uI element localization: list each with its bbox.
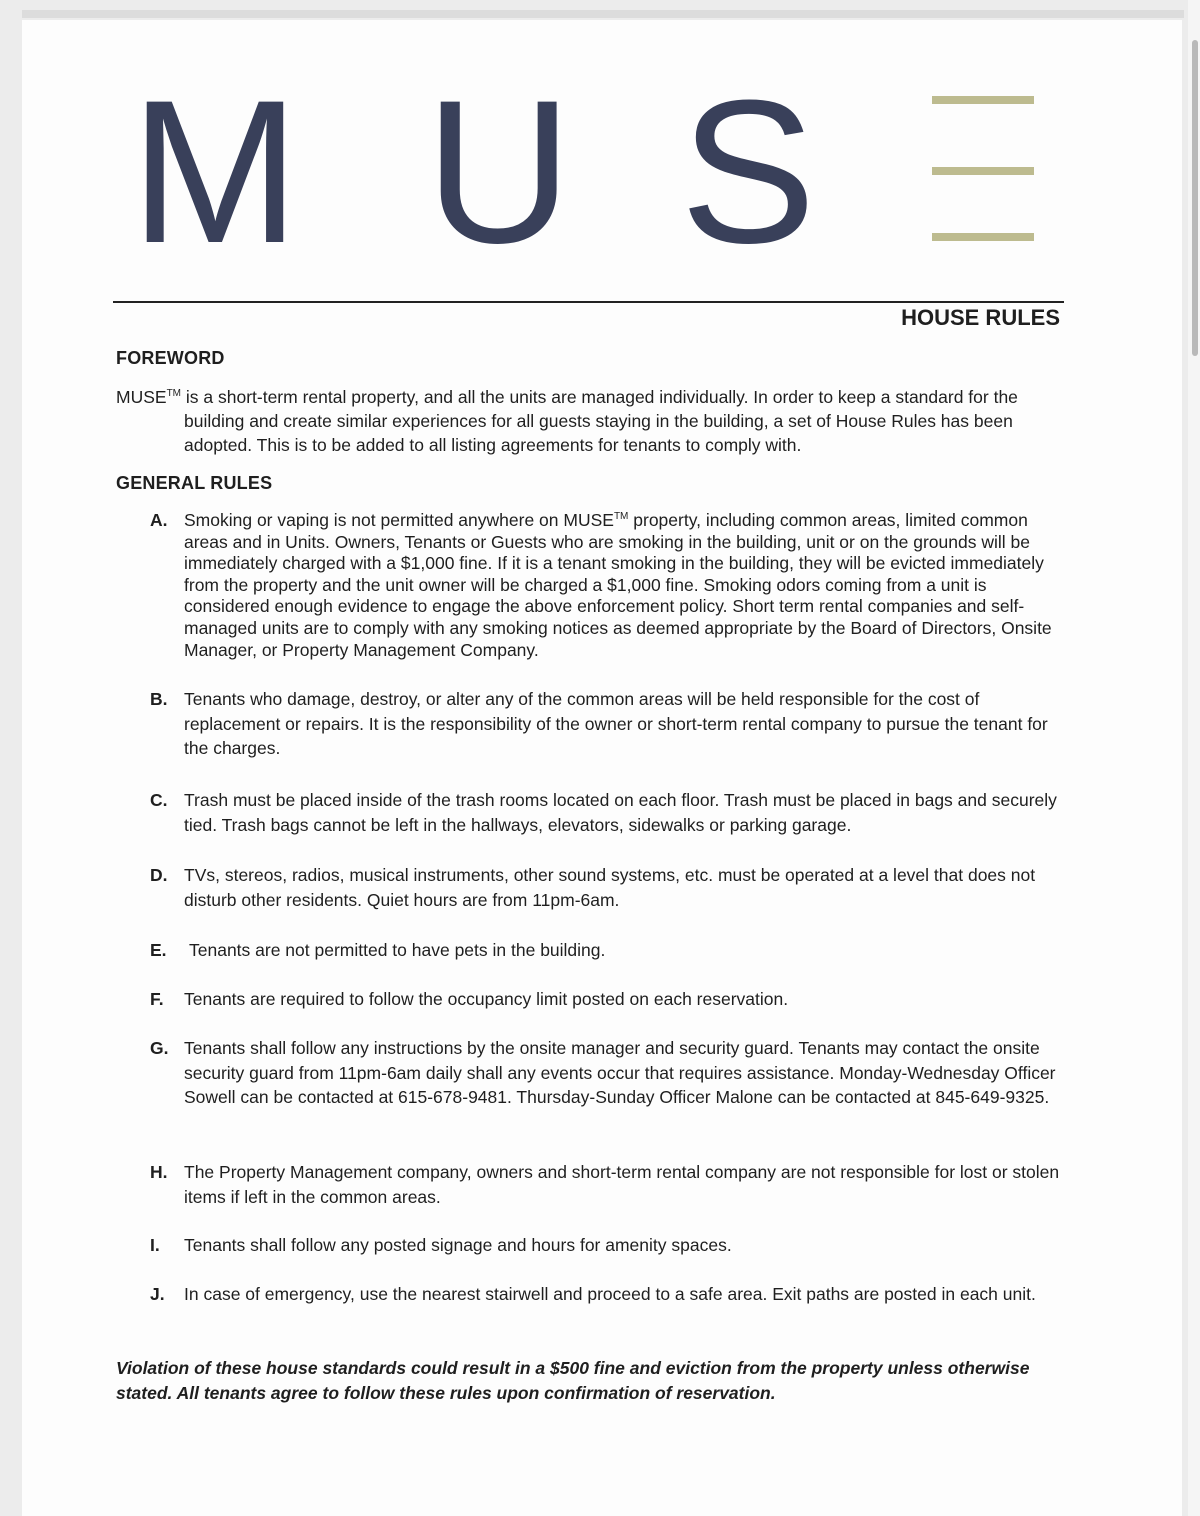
rule-item-f xyxy=(150,987,1062,1012)
logo-letter-m: M xyxy=(130,58,300,286)
rule-item-b xyxy=(150,687,1062,761)
rule-letter: B. xyxy=(150,689,168,709)
trademark-mark: TM xyxy=(166,388,182,399)
rule-letter: E. xyxy=(150,940,167,960)
rule-text: Tenants who damage, destroy, or alter any of the common areas will be held responsible for the cost of replacement or repairs. It is the responsibility of the owner or short-term rental company to pursue the tenant for the charges. xyxy=(184,689,1048,758)
general-rules-heading: GENERAL RULES xyxy=(116,473,273,493)
rule-letter: G. xyxy=(150,1038,169,1058)
logo-letter-s: S xyxy=(680,58,817,286)
violation-notice: Violation of these house standards could result in a $500 fine and eviction from the property unless otherwise stated. All tenants agree to follow these rules upon confirmation of reservation. xyxy=(116,1358,1030,1403)
rule-item-e xyxy=(150,938,1062,963)
rule-item-i xyxy=(150,1233,1062,1258)
rule-letter: H. xyxy=(150,1162,168,1182)
rule-text: Tenants shall follow any instructions by the onsite manager and security guard. Tenants may contact the onsite security guard from 11pm-6am daily shall any events occur that requires assistance. Monday-Wednesday Officer Sowell can be contacted at 615-678-9481. Thursday-Sunday Officer Malone can be contacted at 845-649-9325. xyxy=(184,1038,1056,1107)
rule-letter: A. xyxy=(150,510,168,530)
rule-text: Tenants are required to follow the occupancy limit posted on each reservation. xyxy=(184,989,789,1009)
rule-text: TVs, stereos, radios, musical instruments, other sound systems, etc. must be operated at a level that does not disturb other residents. Quiet hours are from 11pm-6am. xyxy=(184,865,1036,910)
logo-bar-middle xyxy=(932,167,1034,175)
logo-bar-top xyxy=(932,96,1034,104)
header-divider xyxy=(113,301,1064,303)
rule-item-c xyxy=(150,788,1062,837)
rule-item-g xyxy=(150,1036,1062,1110)
logo-letter-u: U xyxy=(425,58,573,286)
foreword-paragraph xyxy=(116,385,1061,457)
foreword-brand: MUSE xyxy=(116,387,167,407)
foreword-heading: FOREWORD xyxy=(116,348,225,368)
rule-letter: D. xyxy=(150,865,168,885)
rule-letter: I. xyxy=(150,1235,160,1255)
foreword-text: is a short-term rental property, and all the units are managed individually. In order to keep a standard for the building and create similar experiences for all guests staying in the building, a set of House Rules has been adopted. This is to be added to all listing agreements for tenants to comply with. xyxy=(181,387,1018,455)
rule-letter: F. xyxy=(150,989,164,1009)
rule-letter: J. xyxy=(150,1284,165,1304)
rule-text: In case of emergency, use the nearest stairwell and proceed to a safe area. Exit paths are posted in each unit. xyxy=(184,1284,1036,1304)
muse-logo xyxy=(0,0,1200,286)
rule-text: The Property Management company, owners and short-term rental company are not responsible for lost or stolen items if left in the common areas. xyxy=(184,1162,1060,1207)
rule-text: Smoking or vaping is not permitted anywhere on MUSE™ property, including common areas, limited common areas and in Units. Owners, Tenants or Guests who are smoking in the building, unit or on the grounds will be immediately charged with a $1,000 fine. If it is a tenant smoking in the building, they will be evicted immediately from the property and the unit owner will be charged a $1,000 fine. Smoking odors coming from a unit is considered enough evidence to engage the above enforcement policy. Short term rental companies and self-managed units are to comply with any smoking notices as deemed appropriate by the Board of Directors, Onsite Manager, or Property Management Company. xyxy=(184,510,1052,660)
rule-item-a xyxy=(150,510,1062,661)
rule-text: Tenants are not permitted to have pets in the building. xyxy=(189,940,606,960)
logo-bar-bottom xyxy=(932,233,1034,241)
rule-item-d xyxy=(150,863,1062,912)
rule-item-h xyxy=(150,1160,1062,1209)
rule-item-j xyxy=(150,1282,1062,1307)
rule-letter: C. xyxy=(150,790,168,810)
rule-text: Trash must be placed inside of the trash rooms located on each floor. Trash must be placed in bags and securely tied. Trash bags cannot be left in the hallways, elevators, sidewalks or parking garage. xyxy=(184,790,1057,835)
rule-text: Tenants shall follow any posted signage and hours for amenity spaces. xyxy=(184,1235,732,1255)
trademark-mark: TM xyxy=(613,511,629,522)
document-title: HOUSE RULES xyxy=(901,305,1060,330)
